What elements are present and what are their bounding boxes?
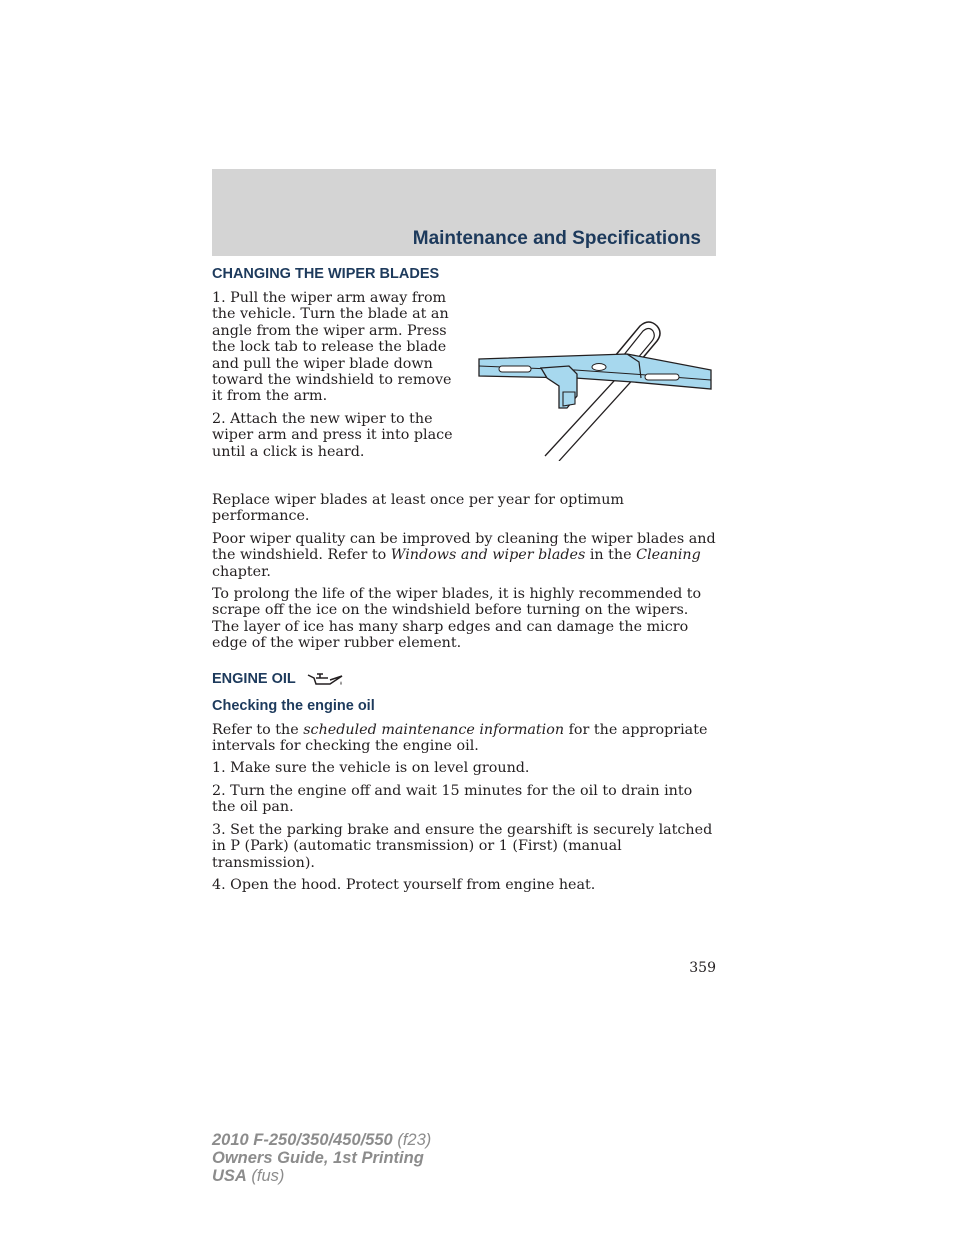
wiper-step-1: 1. Pull the wiper arm away from the vehicle. Turn the blade at an angle from the wiper arm. Press the lock tab to release the blade and pull the wiper blade down toward the windshield to remove it from the arm. [212, 290, 452, 405]
oil-heading: ENGINE OIL [212, 670, 296, 687]
footer-market: USA [212, 1167, 247, 1185]
section-title: Maintenance and Specifications [412, 228, 701, 249]
wiper-para-2-text-a: Poor wiper quality can be improved by cleaning the wiper blades and the windshield. Refer to [212, 530, 716, 564]
oil-step-1: 1. Make sure the vehicle is on level ground. [212, 760, 530, 777]
wiper-para-2 [212, 531, 716, 580]
oil-step-3: 3. Set the parking brake and ensure the gearshift is securely latched in P (Park) (automatic transmission) or 1 (First) (manual transmission). [212, 821, 713, 871]
footer-model-code: (f23) [392, 1131, 432, 1149]
wiper-steps-block [212, 290, 716, 480]
document-footer [212, 1131, 431, 1185]
footer-line-2: Owners Guide, 1st Printing [212, 1149, 424, 1167]
oil-heading-row [212, 670, 716, 688]
section-header-band [212, 169, 716, 256]
footer-line-3 [212, 1167, 431, 1185]
wiper-step-2: 2. Attach the new wiper to the wiper arm and press it into place until a click is heard. [212, 410, 453, 460]
wiper-steps-text [212, 290, 464, 460]
wiper-blade-illustration [477, 316, 714, 461]
wiper-para-2-text-b: in the [585, 547, 637, 564]
cross-reference-windows: Windows and wiper blades [390, 547, 586, 564]
footer-model: 2010 F-250/350/450/550 [212, 1131, 393, 1149]
wiper-para-1: Replace wiper blades at least once per year for optimum performance. [212, 492, 624, 525]
oil-step-2: 2. Turn the engine off and wait 15 minutes for the oil to drain into the oil pan. [212, 782, 693, 816]
wiper-para-2-text-c: chapter. [212, 563, 271, 580]
oil-can-icon [306, 670, 344, 688]
oil-intro [212, 722, 716, 755]
oil-step-4: 4. Open the hood. Protect yourself from engine heat. [212, 876, 596, 893]
footer-market-code: (fus) [246, 1167, 285, 1185]
page-content [212, 266, 716, 893]
cross-reference-cleaning: Cleaning [636, 547, 701, 564]
wiper-para-3: To prolong the life of the wiper blades, it is highly recommended to scrape off the ice on the windshield before turning on the wipers. The layer of ice has many sharp edges and can damage the micro edge of the wiper rubber element. [212, 586, 702, 652]
footer-line-1 [212, 1131, 431, 1149]
oil-intro-text-a: Refer to the [212, 721, 304, 738]
oil-intro-text-b: for the appropriate intervals for checking the engine oil. [212, 721, 708, 755]
cross-reference-maintenance: scheduled maintenance information [303, 721, 565, 738]
wiper-heading: CHANGING THE WIPER BLADES [212, 266, 440, 282]
page-number: 359 [689, 960, 716, 976]
oil-subheading: Checking the engine oil [212, 697, 375, 714]
